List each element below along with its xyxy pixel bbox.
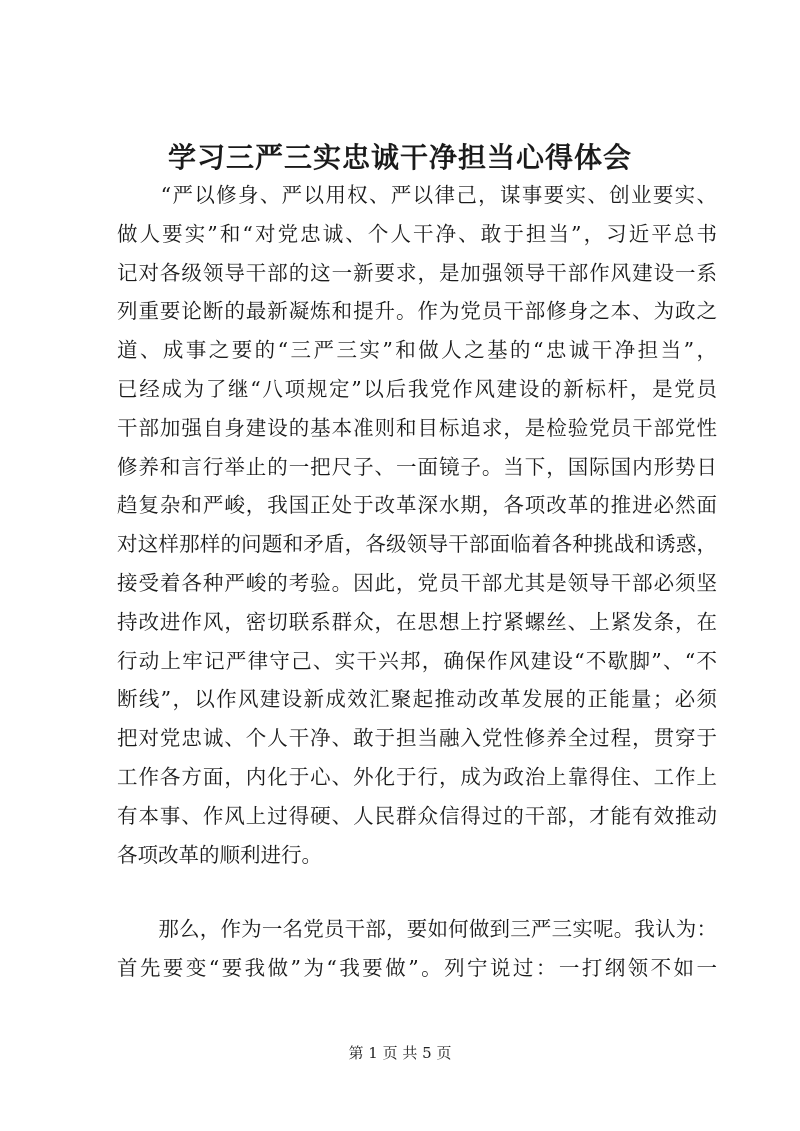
text-line: 对这样那样的问题和矛盾，各级领导干部面临着各种挑战和诱惑， — [117, 532, 717, 557]
page-footer: 第 1 页 共 5 页 — [348, 1044, 452, 1062]
text-line: “严以修身、严以用权、严以律己，谋事要实、创业要实、 — [117, 183, 717, 207]
text-line: 把对党忠诚、个人干净、敢于担当融入党性修养全过程，贯穿于 — [117, 726, 717, 751]
text-line: 道、成事之要的“三严三实”和做人之基的“忠诚干净担当”， — [117, 338, 717, 363]
text-line: 已经成为了继“八项规定”以后我党作风建设的新标杆，是党员 — [117, 376, 717, 401]
text-line: 趋复杂和严峻，我国正处于改革深水期，各项改革的推进必然面 — [117, 493, 717, 518]
text-line: 断线”，以作风建设新成效汇聚起推动改革发展的正能量；必须 — [117, 687, 717, 712]
paragraph-2 — [117, 910, 717, 988]
text-line: 列重要论断的最新凝炼和提升。作为党员干部修身之本、为政之 — [117, 299, 717, 324]
paragraph-1 — [117, 176, 717, 874]
text-line: 干部加强自身建设的基本准则和目标追求，是检验党员干部党性 — [117, 415, 717, 440]
document-title: 学习三严三实忠诚干净担当心得体会 — [167, 141, 632, 174]
text-line: 接受着各种严峻的考验。因此，党员干部尤其是领导干部必须坚 — [117, 570, 717, 595]
text-line: 有本事、作风上过得硬、人民群众信得过的干部，才能有效推动 — [117, 803, 717, 828]
text-line: 那么，作为一名党员干部，要如何做到三严三实呢。我认为： — [117, 917, 717, 941]
text-line: 各项改革的顺利进行。 — [117, 842, 322, 867]
text-line: 首先要变“要我做”为“我要做”。列宁说过：一打纲领不如一 — [117, 955, 717, 980]
text-line: 持改进作风，密切联系群众，在思想上拧紧螺丝、上紧发条，在 — [117, 609, 717, 634]
text-line: 行动上牢记严律守己、实干兴邦，确保作风建设“不歇脚”、“不 — [117, 648, 717, 673]
text-line: 修养和言行举止的一把尺子、一面镜子。当下，国际国内形势日 — [117, 454, 717, 479]
text-line: 记对各级领导干部的这一新要求，是加强领导干部作风建设一系 — [117, 260, 717, 285]
text-line: 做人要实”和“对党忠诚、个人干净、敢于担当”，习近平总书 — [117, 221, 717, 246]
text-line: 工作各方面，内化于心、外化于行，成为政治上靠得住、工作上 — [117, 764, 717, 789]
